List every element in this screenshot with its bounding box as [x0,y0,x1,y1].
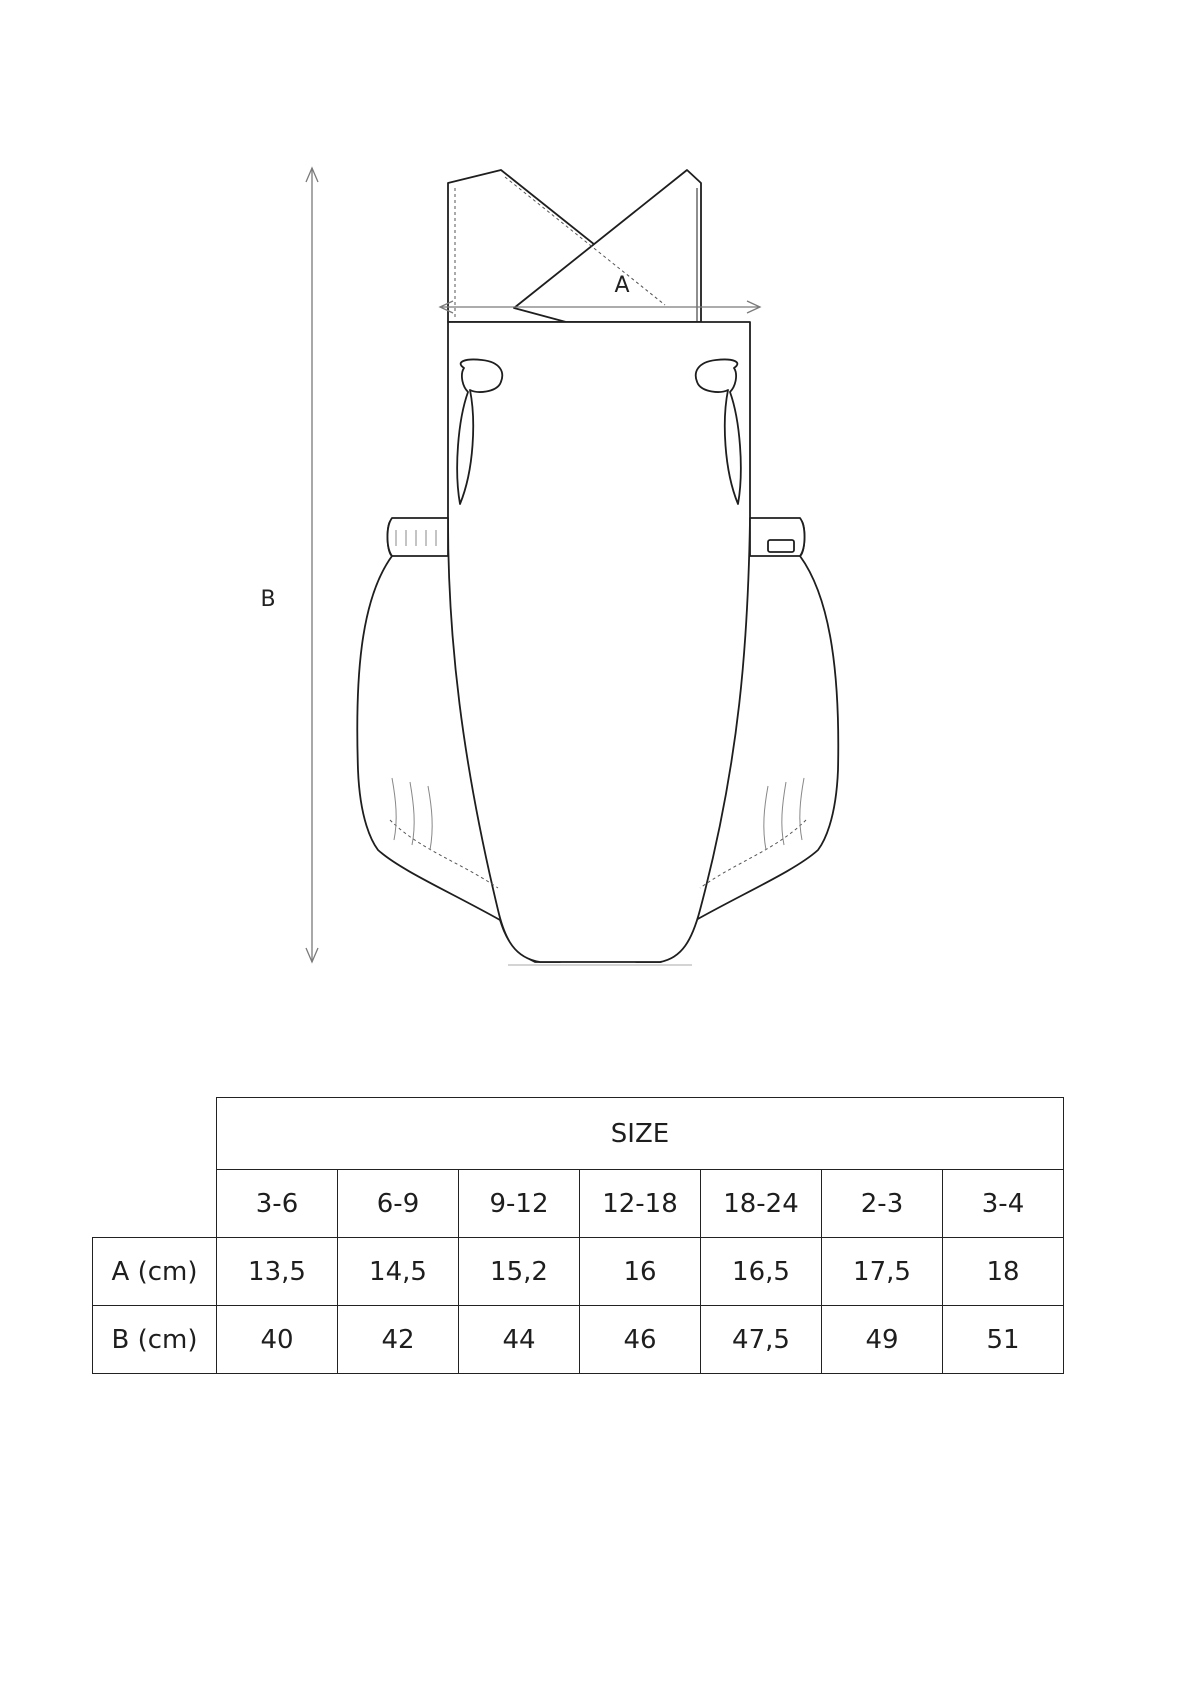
table-cell: 15,2 [459,1238,580,1306]
table-cell: 42 [338,1306,459,1374]
table-row-b [93,1306,1064,1374]
size-label: 18-24 [701,1170,822,1238]
size-labels-row [93,1170,1064,1238]
table-cell: 44 [459,1306,580,1374]
table-row-a [93,1238,1064,1306]
size-label: 6-9 [338,1170,459,1238]
table-cell: 40 [217,1306,338,1374]
row-label-b: B (cm) [93,1306,217,1374]
size-table [92,1097,1064,1374]
size-label: 9-12 [459,1170,580,1238]
size-label: 3-4 [943,1170,1064,1238]
size-label: 2-3 [822,1170,943,1238]
row-label-a: A (cm) [93,1238,217,1306]
table-cell: 49 [822,1306,943,1374]
romper-outline [357,170,838,962]
bib-panel [448,322,750,962]
size-header-row [93,1098,1064,1170]
table-cell: 14,5 [338,1238,459,1306]
table-cell: 13,5 [217,1238,338,1306]
table-cell: 16 [580,1238,701,1306]
left-waistband [388,518,449,556]
size-header: SIZE [217,1098,1064,1170]
right-buckle [768,540,794,552]
dimension-b-label: B [260,587,276,612]
table-cell: 18 [943,1238,1064,1306]
table-corner-blank [93,1098,217,1170]
dimension-b-line [306,168,318,962]
size-label: 12-18 [580,1170,701,1238]
table-cell: 17,5 [822,1238,943,1306]
dimension-a-label: A [614,273,630,298]
table-cell: 46 [580,1306,701,1374]
size-row-blank [93,1170,217,1238]
table-cell: 16,5 [701,1238,822,1306]
table-cell: 47,5 [701,1306,822,1374]
size-label: 3-6 [217,1170,338,1238]
table-cell: 51 [943,1306,1064,1374]
